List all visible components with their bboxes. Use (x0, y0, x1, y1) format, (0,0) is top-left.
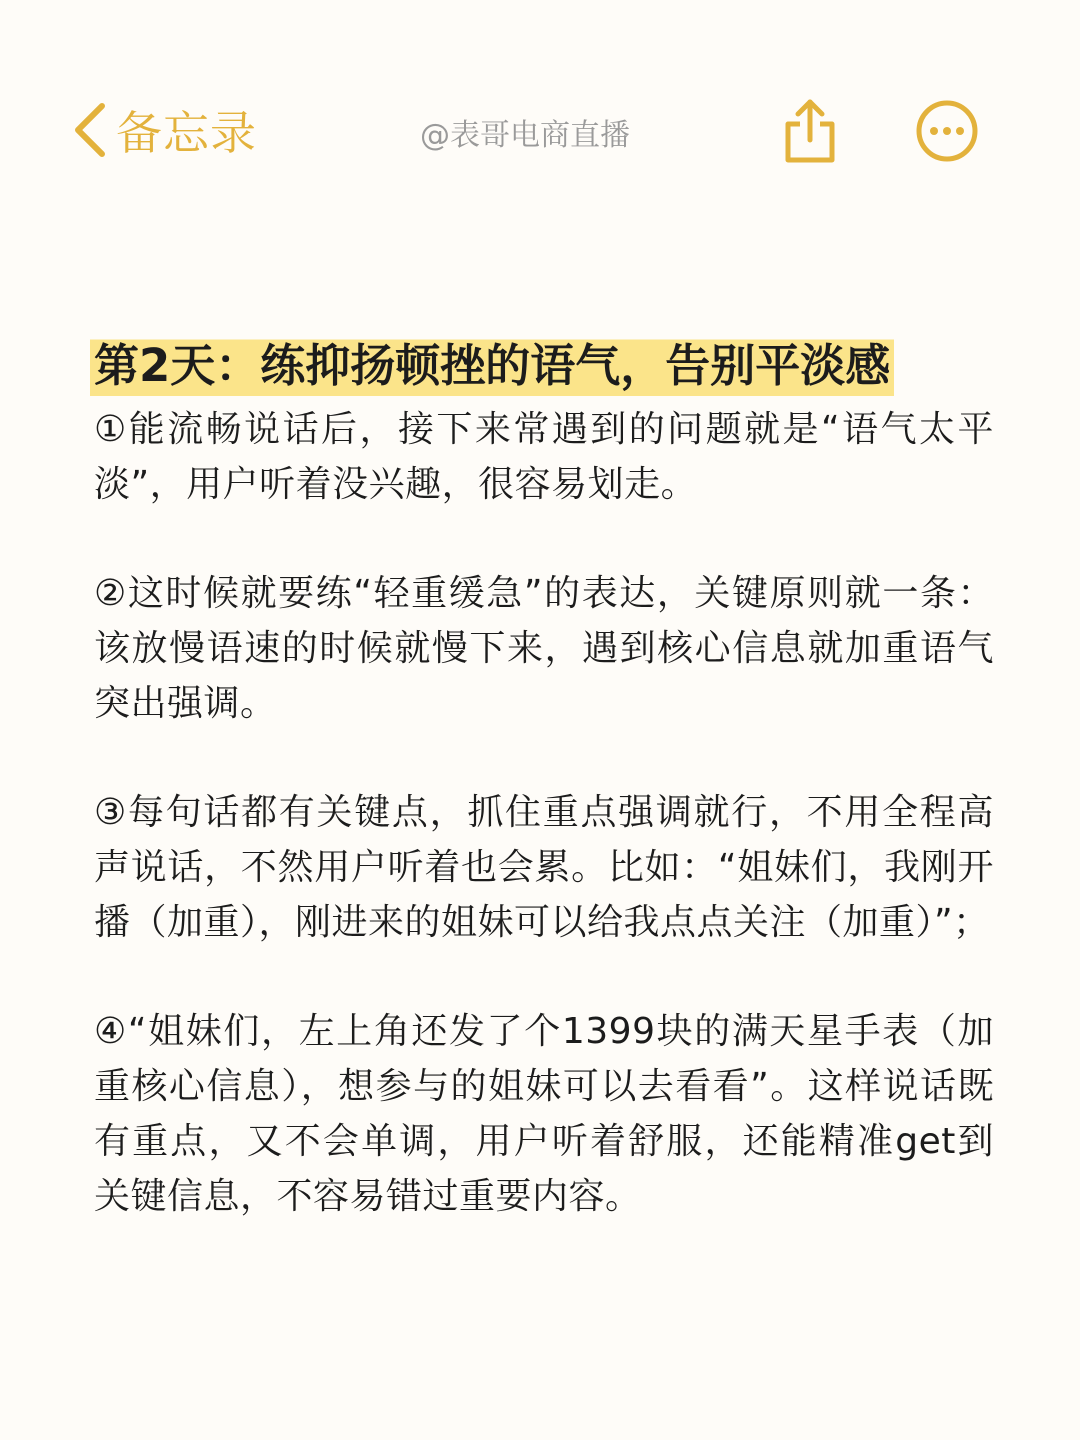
navigation-bar (0, 90, 1080, 170)
note-title: 第2天：练抑扬顿挫的语气，告别平淡感 (90, 336, 894, 396)
note-paragraph-4: ④“姐妹们，左上角还发了个1399块的满天星手表（加重核心信息），想参与的姐妹可以去看看”。这样说话既有重点，又不会单调，用户听着舒服，还能精准get到关键信息，不容易错过重要内容。 (94, 1011, 994, 1217)
back-label: 备忘录 (116, 106, 257, 160)
share-button[interactable] (780, 94, 840, 166)
watermark: @表哥电商直播 (420, 118, 630, 153)
note-body (94, 336, 994, 1224)
share-icon (780, 151, 840, 170)
note-paragraph-3: ③每句话都有关键点，抓住重点强调就行，不用全程高声说话，不然用户听着也会累。比如：“姐妹们，我刚开播（加重），刚进来的姐妹可以给我点点关注（加重）”； (94, 792, 994, 943)
more-icon (914, 149, 980, 168)
note-paragraph-1: ①能流畅说话后，接下来常遇到的问题就是“语气太平淡”，用户听着没兴趣，很容易划走。 (94, 409, 994, 505)
note-paragraph-2: ②这时候就要练“轻重缓急”的表达，关键原则就一条：该放慢语速的时候就慢下来，遇到核心信息就加重语气突出强调。 (94, 573, 994, 724)
more-button[interactable] (914, 98, 980, 164)
